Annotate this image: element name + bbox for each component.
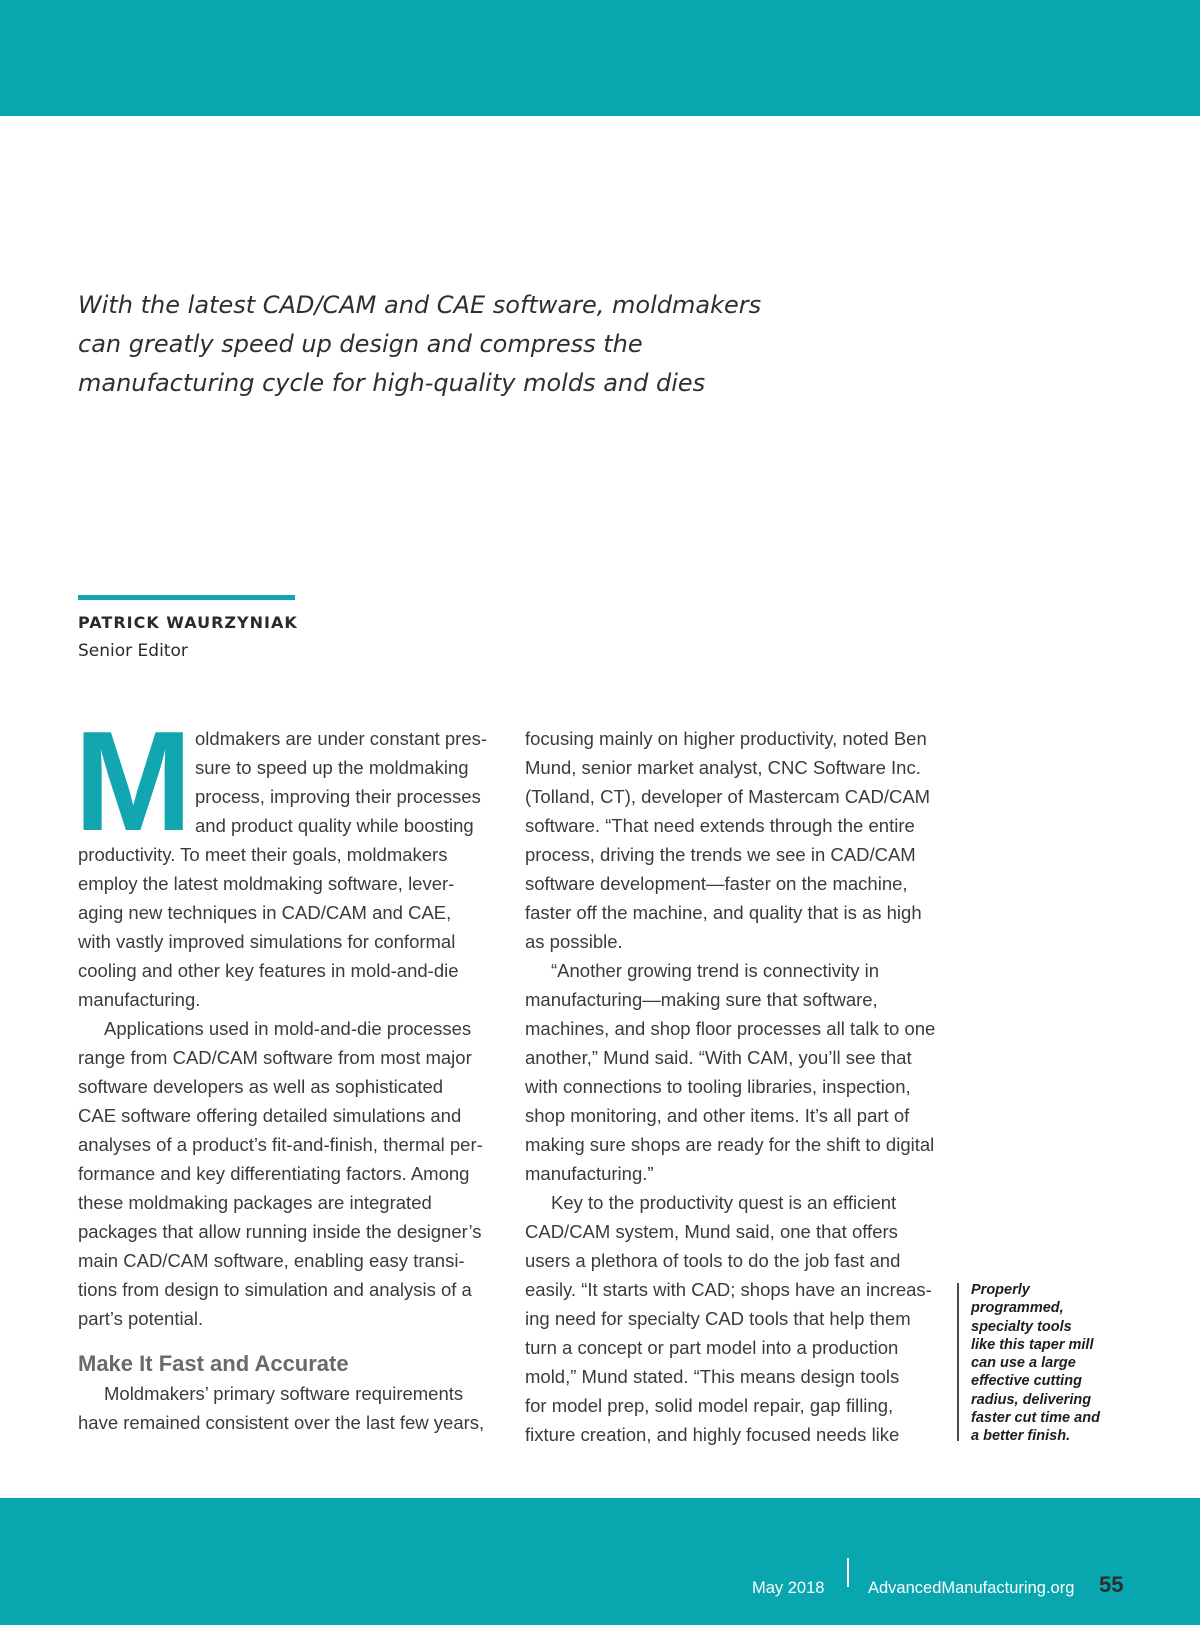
text-line: software. “That need extends through the entire xyxy=(525,815,915,836)
section-subhead: Make It Fast and Accurate xyxy=(78,1351,349,1376)
text-line: process, improving their processes xyxy=(195,786,481,807)
text-line: manufacturing—making sure that software, xyxy=(525,989,878,1010)
deck-line: can greatly speed up design and compress the xyxy=(78,330,643,358)
text-line: faster off the machine, and quality that is as high xyxy=(525,902,922,923)
top-color-band xyxy=(0,0,1200,116)
caption-line: radius, delivering xyxy=(971,1391,1092,1408)
text-line: manufacturing.” xyxy=(525,1163,654,1184)
caption-line: faster cut time and xyxy=(971,1410,1100,1427)
text-line: oldmakers are under constant pres- xyxy=(195,728,488,749)
text-line: employ the latest moldmaking software, lever- xyxy=(78,873,455,894)
deck-line: With the latest CAD/CAM and CAE software, moldmakers xyxy=(78,291,762,319)
page-number: 55 xyxy=(1099,1572,1124,1597)
text-line: users a plethora of tools to do the job fast and xyxy=(525,1250,901,1271)
text-line: tions from design to simulation and analysis of a xyxy=(78,1279,472,1300)
text-line: range from CAD/CAM software from most major xyxy=(78,1047,472,1068)
text-line: making sure shops are ready for the shift to digital xyxy=(525,1134,935,1155)
caption-line: specialty tools xyxy=(971,1318,1072,1335)
text-line: software development—faster on the machine, xyxy=(525,873,908,894)
text-line: CAD/CAM system, Mund said, one that offers xyxy=(525,1221,898,1242)
caption-rule xyxy=(957,1283,959,1441)
text-line: CAE software offering detailed simulations and xyxy=(78,1105,462,1126)
text-line: these moldmaking packages are integrated xyxy=(78,1192,432,1213)
text-line: “Another growing trend is connectivity in xyxy=(551,960,880,981)
text-line: shop monitoring, and other items. It’s all part of xyxy=(525,1105,910,1126)
footer-date: May 2018 xyxy=(752,1579,825,1597)
text-line: turn a concept or part model into a production xyxy=(525,1337,899,1358)
caption-line: can use a large xyxy=(971,1355,1076,1372)
text-line: manufacturing. xyxy=(78,989,201,1010)
caption-line: Properly xyxy=(971,1282,1030,1298)
text-line: and product quality while boosting xyxy=(195,815,474,836)
text-line: analyses of a product’s fit-and-finish, thermal per- xyxy=(78,1134,483,1155)
photo-caption xyxy=(971,1281,1131,1446)
text-line: have remained consistent over the last few years, xyxy=(78,1412,485,1433)
dropcap-letter: M xyxy=(74,702,193,861)
text-line: mold,” Mund stated. “This means design tools xyxy=(525,1366,900,1387)
text-line: easily. “It starts with CAD; shops have an increas- xyxy=(525,1279,932,1300)
text-line: packages that allow running inside the designer’s xyxy=(78,1221,482,1242)
text-line: process, driving the trends we see in CAD/CAM xyxy=(525,844,916,865)
caption-line: programmed, xyxy=(971,1300,1064,1317)
footer-divider xyxy=(847,1558,849,1587)
caption-line: like this taper mill xyxy=(971,1336,1094,1353)
text-line: Key to the productivity quest is an efficient xyxy=(551,1192,897,1213)
text-line: with connections to tooling libraries, inspection, xyxy=(525,1076,911,1097)
text-line: software developers as well as sophisticated xyxy=(78,1076,444,1097)
text-line: part’s potential. xyxy=(78,1308,204,1329)
bottom-color-band xyxy=(0,1498,1200,1625)
text-line: another,” Mund said. “With CAM, you’ll see that xyxy=(525,1047,912,1068)
text-line: formance and key differentiating factors. Among xyxy=(78,1163,470,1184)
text-line: Applications used in mold-and-die processes xyxy=(104,1018,472,1039)
byline-rule xyxy=(78,595,295,600)
footer-website: AdvancedManufacturing.org xyxy=(868,1579,1075,1597)
text-line: as possible. xyxy=(525,931,623,952)
text-line: Moldmakers’ primary software requirements xyxy=(104,1383,464,1404)
text-line: sure to speed up the moldmaking xyxy=(195,757,469,778)
text-line: machines, and shop floor processes all talk to one xyxy=(525,1018,936,1039)
text-line: ing need for specialty CAD tools that help them xyxy=(525,1308,911,1329)
deck-line: manufacturing cycle for high-quality molds and dies xyxy=(78,369,706,397)
text-line: focusing mainly on higher productivity, noted Ben xyxy=(525,728,927,749)
article-column-2 xyxy=(525,724,950,1449)
text-line: Mund, senior market analyst, CNC Software Inc. xyxy=(525,757,921,778)
text-line: (Tolland, CT), developer of Mastercam CAD/CAM xyxy=(525,786,931,807)
article-column-1 xyxy=(74,702,498,1437)
text-line: aging new techniques in CAD/CAM and CAE, xyxy=(78,902,452,923)
text-line: for model prep, solid model repair, gap filling, xyxy=(525,1395,894,1416)
text-line: cooling and other key features in mold-and-die xyxy=(78,960,459,981)
caption-line: effective cutting xyxy=(971,1373,1082,1390)
author-name: PATRICK WAURZYNIAK xyxy=(78,613,298,632)
author-title: Senior Editor xyxy=(78,641,188,661)
text-line: main CAD/CAM software, enabling easy transi- xyxy=(78,1250,465,1271)
caption-line: a better finish. xyxy=(971,1428,1071,1445)
text-line: with vastly improved simulations for conformal xyxy=(78,931,456,952)
text-line: fixture creation, and highly focused needs like xyxy=(525,1424,900,1445)
article-deck xyxy=(78,286,762,403)
text-line: productivity. To meet their goals, moldmakers xyxy=(78,844,448,865)
